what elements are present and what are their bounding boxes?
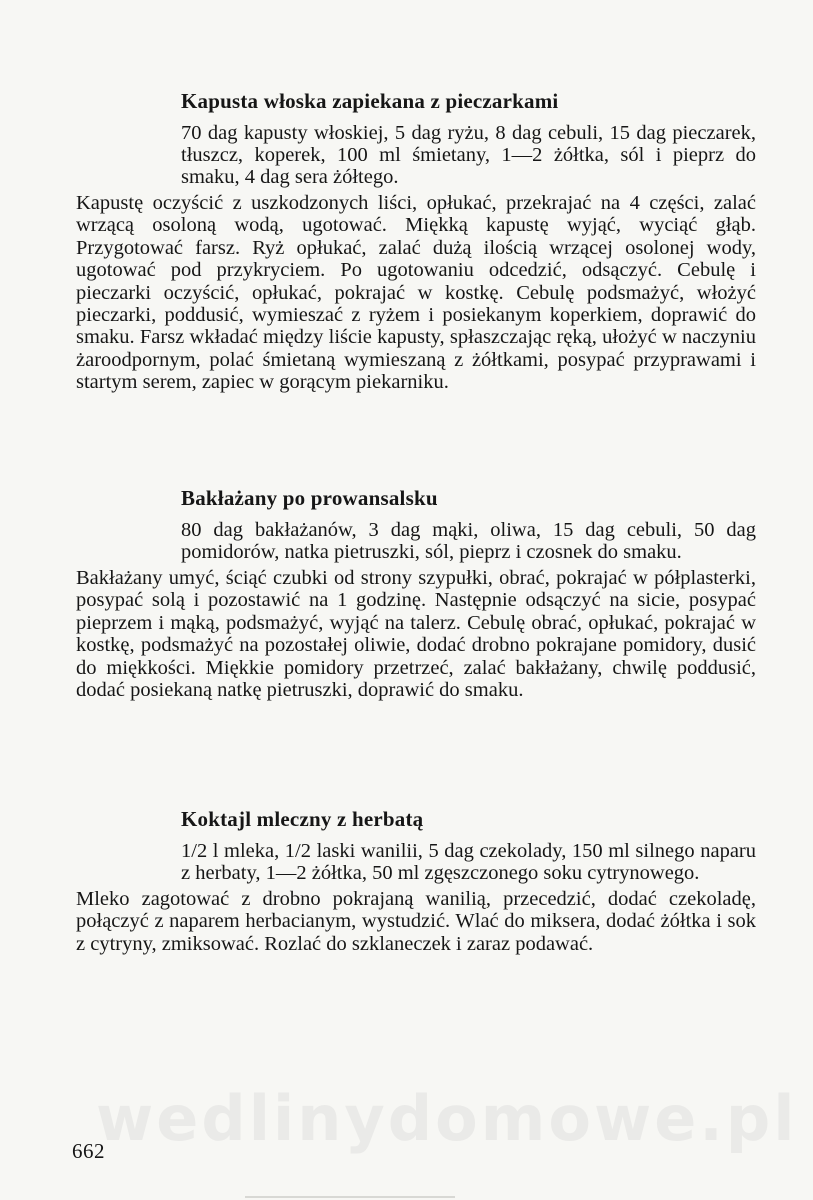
recipe-title: Bakłażany po prowansalsku <box>181 486 438 510</box>
recipe-instructions: Kapustę oczyścić z uszkodzonych liści, opłukać, przekrajać na 4 części, zalać wrzącą osoloną wodą, ugotować. Miękką kapustę wyjąć, wyciąć głąb. Przygotować farsz. Ryż opłukać, zalać dużą ilością wrzącej osolonej wody, ugotować pod przykryciem. Po ugotowaniu odcedzić, odsączyć. Cebulę i pieczarki oczyścić, opłukać, pokrajać w kostkę. Cebulę podsmażyć, włożyć pieczarki, poddusić, wymieszać z ryżem i posiekanym koperkiem, doprawić do smaku. Farsz wkładać między liście kapusty, spłaszczając ręką, ułożyć w naczyniu żaroodpornym, polać śmietaną wymieszaną z żółtkami, posypać przyprawami i startym serem, zapiec w gorącym piekarniku. <box>76 192 756 394</box>
recipe-ingredients: 1/2 l mleka, 1/2 laski wanilii, 5 dag czekolady, 150 ml silnego naparu z herbaty, 1—2 żółtka, 50 ml zgęszczonego soku cytrynowego. <box>181 840 756 884</box>
scan-edge-mark <box>245 1196 455 1198</box>
recipe-kapusta <box>76 88 756 394</box>
page-number: 662 <box>72 1139 105 1163</box>
recipe-baklazany <box>76 485 756 701</box>
recipe-title: Kapusta włoska zapiekana z pieczarkami <box>181 89 559 113</box>
recipe-title: Koktajl mleczny z herbatą <box>181 807 424 831</box>
watermark: wedlinydomowe.pl <box>96 1082 798 1155</box>
recipe-koktajl <box>76 806 756 955</box>
recipe-ingredients: 70 dag kapusty włoskiej, 5 dag ryżu, 8 dag cebuli, 15 dag pieczarek, tłuszcz, koperek, 100 ml śmietany, 1—2 żółtka, sól i pieprz do smaku, 4 dag sera żółtego. <box>181 122 756 188</box>
recipe-instructions: Mleko zagotować z drobno pokrajaną wanilią, przecedzić, dodać czekoladę, połączyć z naparem herbacianym, wystudzić. Wlać do miksera, dodać żółtka i sok z cytryny, zmiksować. Rozlać do szklaneczek i zaraz podawać. <box>76 888 756 955</box>
recipe-instructions: Bakłażany umyć, ściąć czubki od strony szypułki, obrać, pokrajać w półplasterki, posypać solą i pozostawić na 1 godzinę. Następnie odsączyć na sicie, posypać pieprzem i mąką, podsmażyć, wyjąć na talerz. Cebulę obrać, opłukać, pokrajać w kostkę, podsmażyć na pozostałej oliwie, dodać drobno pokrajane pomidory, dusić do miękkości. Miękkie pomidory przetrzeć, zalać bakłażany, chwilę poddusić, dodać posiekaną natkę pietruszki, doprawić do smaku. <box>76 567 756 702</box>
recipe-ingredients: 80 dag bakłażanów, 3 dag mąki, oliwa, 15 dag cebuli, 50 dag pomidorów, natka pietruszki, sól, pieprz i czosnek do smaku. <box>181 519 756 563</box>
